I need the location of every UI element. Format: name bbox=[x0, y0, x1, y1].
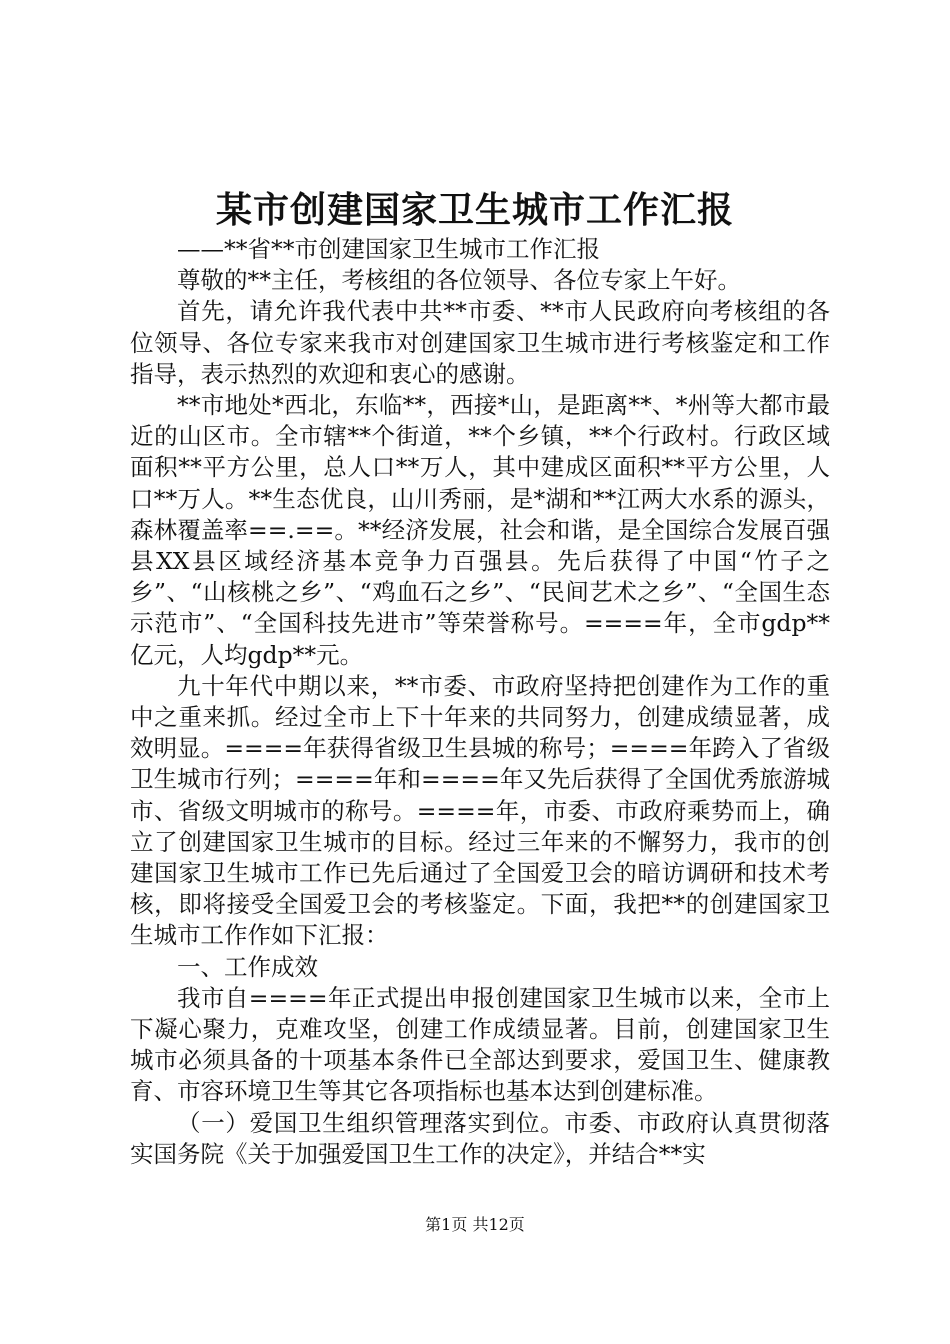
subsection-paragraph: （一）爱国卫生组织管理落实到位。市委、市政府认真贯彻落实国务院《关于加强爱国卫生工作的决定》，并结合**实 bbox=[130, 1108, 830, 1168]
section-heading: 一、工作成效 bbox=[177, 952, 318, 981]
section-paragraph: 我市自====年正式提出申报创建国家卫生城市以来，全市上下凝心聚力，克难攻坚，创建工作成绩显著。目前，创建国家卫生城市必须具备的十项基本条件已全部达到要求，爱国卫生、健康教育、市容环境卫生等其它各项指标也基本达到创建标准。 bbox=[130, 983, 830, 1106]
body-paragraph: 九十年代中期以来，**市委、市政府坚持把创建作为工作的重中之重来抓。经过全市上下十年来的共同努力，创建成绩显著，成效明显。====年获得省级卫生县城的称号；====年跨入了省级卫生城市行列；====年和====年又先后获得了全国优秀旅游城市、省级文明城市的称号。====年，市委、市政府乘势而上，确立了创建国家卫生城市的目标。经过三年来的不懈努力，我市的创建国家卫生城市工作已先后通过了全国爱卫会的暗访调研和技术考核，即将接受全国爱卫会的考核鉴定。下面，我把**的创建国家卫生城市工作作如下汇报： bbox=[130, 671, 830, 950]
body-paragraph: 首先，请允许我代表中共**市委、**市人民政府向考核组的各位领导、各位专家来我市对创建国家卫生城市进行考核鉴定和工作指导，表示热烈的欢迎和衷心的感谢。 bbox=[130, 297, 830, 388]
document-body bbox=[130, 234, 830, 1170]
document-title: 某市创建国家卫生城市工作汇报 bbox=[215, 189, 734, 231]
page-footer: 第1页 共12页 bbox=[425, 1215, 525, 1234]
document-subtitle: ——**省**市创建国家卫生城市工作汇报 bbox=[177, 235, 600, 263]
body-paragraph: **市地处*西北，东临**，西接*山，是距离**、*州等大都市最近的山区市。全市辖**个街道，**个乡镇，**个行政村。行政区域面积**平方公里，总人口**万人，其中建成区面积**平方公里，人口**万人。**生态优良，山川秀丽，是*湖和**江两大水系的源头，森林覆盖率==.==。**经济发展，社会和谐，是全国综合发展百强县XX县区域经济基本竞争力百强县。先后获得了中国“竹子之乡”、“山核桃之乡”、“鸡血石之乡”、“民间艺术之乡”、“全国生态示范市”、“全国科技先进市”等荣誉称号。====年，全市gdp**亿元，人均gdp**元。 bbox=[130, 391, 830, 669]
greeting-paragraph: 尊敬的**主任，考核组的各位领导、各位专家上午好。 bbox=[177, 266, 741, 295]
